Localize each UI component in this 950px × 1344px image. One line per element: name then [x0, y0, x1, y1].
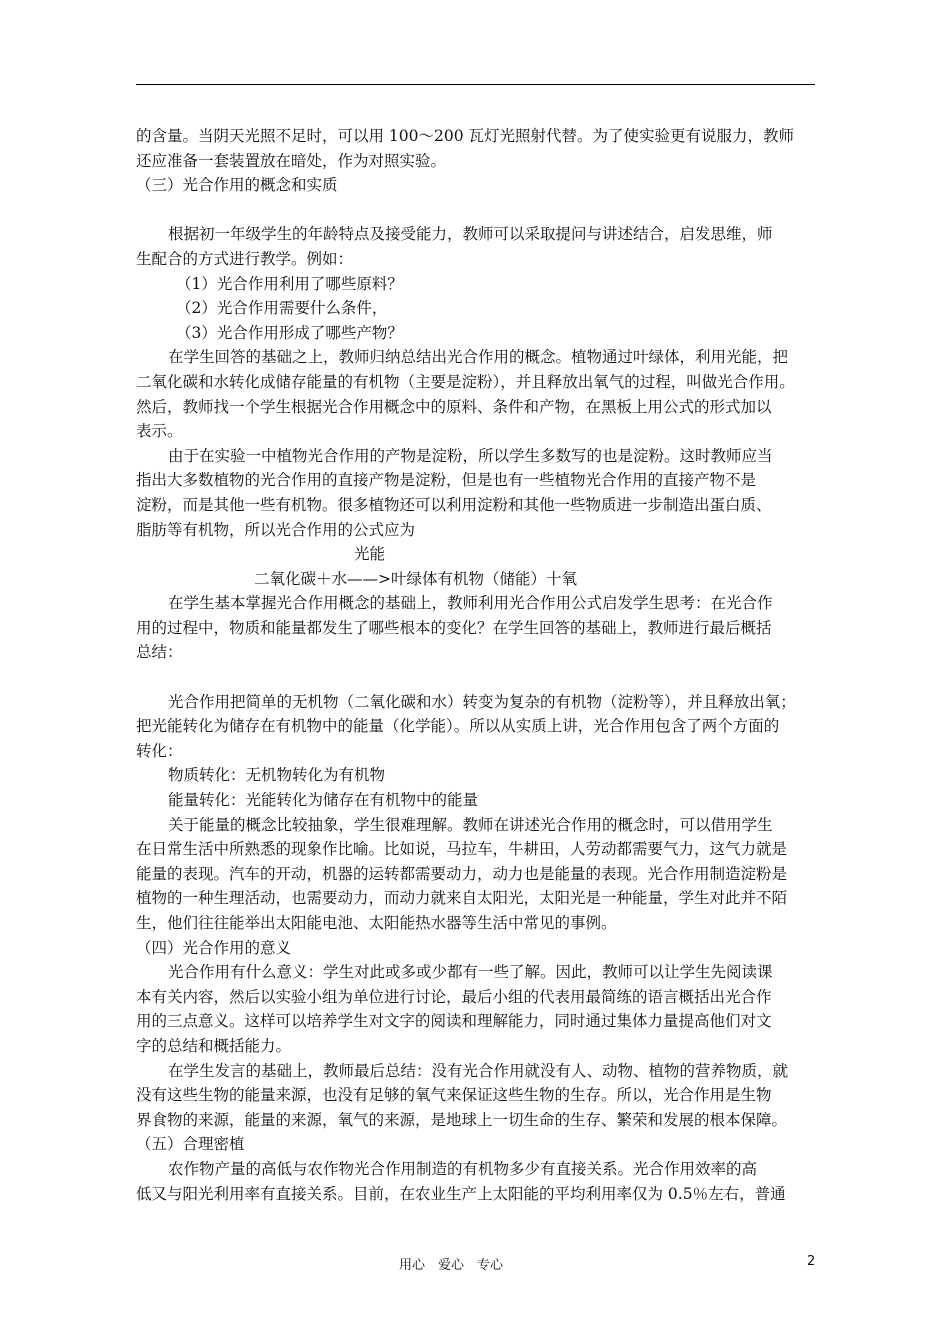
paragraph-start: 由于在实验一中植物光合作用的产物是淀粉，所以学生多数写的也是淀粉。这时教师应当: [168, 446, 773, 465]
section-heading: （五）合理密植: [136, 1135, 245, 1154]
question-item: （1）光合作用利用了哪些原料？: [176, 274, 403, 293]
text-line: 能量的表现。汽车的开动，机器的运转都需要动力，动力也是能量的表现。光合作用制造淀粉是: [136, 864, 788, 883]
text-line: 表示。: [136, 422, 183, 441]
text-line: 字的总结和概括能力。: [136, 1036, 292, 1055]
question-item: （3）光合作用形成了哪些产物？: [176, 323, 403, 342]
text-line: 生配合的方式进行教学。例如：: [136, 249, 354, 268]
paragraph-start: 在学生基本掌握光合作用概念的基础上，教师利用光合作用公式启发学生思考：在光合作: [168, 594, 773, 613]
summary-item: 能量转化：光能转化为储存在有机物中的能量: [168, 791, 479, 810]
text-line: 本有关内容，然后以实验小组为单位进行讨论，最后小组的代表用最简练的语言概括出光合作: [136, 987, 772, 1006]
text-line: 然后，教师找一个学生根据光合作用概念中的原料、条件和产物，在黑板上用公式的形式加以: [136, 397, 772, 416]
text-line: 植物的一种生理活动，也需要动力，而动力就来自太阳光，太阳光是一种能量，学生对此并不陌: [136, 889, 788, 908]
footer-motto: 用心 爱心 专心: [399, 1258, 504, 1273]
page-number: 2: [807, 1254, 816, 1269]
text-line: 转化：: [136, 741, 183, 760]
text-line: 还应准备一套装置放在暗处，作为对照实验。: [136, 151, 447, 170]
text-line: 二氧化碳和水转化成储存能量的有机物（主要是淀粉），并且释放出氧气的过程，叫做光合作用。: [136, 372, 795, 391]
header-rule: [136, 84, 815, 85]
question-item: （2）光合作用需要什么条件，: [176, 299, 388, 318]
blank-line: [136, 198, 815, 223]
paragraph-start: 光合作用有什么意义：学生对此或多或少都有一些了解。因此，教师可以让学生先阅读课: [168, 963, 773, 982]
text-line: 的含量。当阴天光照不足时，可以用 100～200 瓦灯光照射代替。为了使实验更有说服力，教师: [136, 127, 795, 145]
paragraph-start: 在学生回答的基础之上，教师归纳总结出光合作用的概念。植物通过叶绿体，利用光能，把: [168, 348, 789, 367]
paragraph-start: 光合作用把简单的无机物（二氧化碳和水）转变为复杂的有机物（淀粉等），并且释放出氧；: [168, 692, 796, 711]
summary-item: 物质转化：无机物转化为有机物: [168, 766, 386, 785]
text-line: 在日常生活中所熟悉的现象作比喻。比如说，马拉车，牛耕田，人劳动都需要气力，这气力就是: [136, 840, 788, 859]
text-line: 没有这些生物的能量来源，也没有足够的氧气来保证这些生物的生存。所以，光合作用是生物: [136, 1086, 772, 1105]
text-line: 脂肪等有机物，所以光合作用的公式应为: [136, 520, 416, 539]
formula-equation: 二氧化碳＋水——>叶绿体有机物（储能）十氧: [254, 569, 577, 588]
text-line: 用的三点意义。这样可以培养学生对文字的阅读和理解能力，同时通过集体力量提高他们对文: [136, 1012, 772, 1031]
blank-line: [136, 665, 815, 690]
paragraph-start: 根据初一年级学生的年龄特点及接受能力，教师可以采取提问与讲述结合，启发思维，师: [168, 225, 773, 244]
text-line: 总结：: [136, 643, 183, 662]
text-line: 生，他们往往能举出太阳能电池、太阳能热水器等生活中常见的事例。: [136, 914, 617, 932]
text-line: 指出大多数植物的光合作用的直接产物是淀粉，但是也有一些植物光合作用的直接产物不是: [136, 471, 757, 490]
text-line: 淀粉，而是其他一些有机物。很多植物还可以利用淀粉和其他一些物质进一步制造出蛋白质、: [136, 495, 772, 514]
paragraph-start: 在学生发言的基础上，教师最后总结：没有光合作用就没有人、动物、植物的营养物质，就: [168, 1061, 789, 1080]
paragraph-start: 关于能量的概念比较抽象，学生很难理解。教师在讲述光合作用的概念时，可以借用学生: [168, 815, 773, 834]
paragraph-start: 农作物产量的高低与农作物光合作用制造的有机物多少有直接关系。光合作用效率的高: [168, 1159, 758, 1178]
page-footer: [0, 1254, 950, 1274]
section-heading: （三）光合作用的概念和实质: [136, 176, 338, 195]
text-line: 低又与阳光利用率有直接关系。目前，在农业生产上太阳能的平均利用率仅为 0.5％左右，普通: [136, 1184, 786, 1203]
formula-condition: 光能: [354, 545, 386, 564]
text-line: 界食物的来源，能量的来源，氧气的来源，是地球上一切生命的生存、繁荣和发展的根本保障。: [136, 1110, 788, 1129]
text-line: 用的过程中，物质和能量都发生了哪些根本的变化？在学生回答的基础上，教师进行最后概括: [136, 618, 772, 637]
document-body: [136, 124, 815, 1206]
text-line: 把光能转化为储存在有机物中的能量（化学能）。所以从实质上讲，光合作用包含了两个方面的: [136, 717, 780, 736]
section-heading: （四）光合作用的意义: [136, 938, 292, 957]
